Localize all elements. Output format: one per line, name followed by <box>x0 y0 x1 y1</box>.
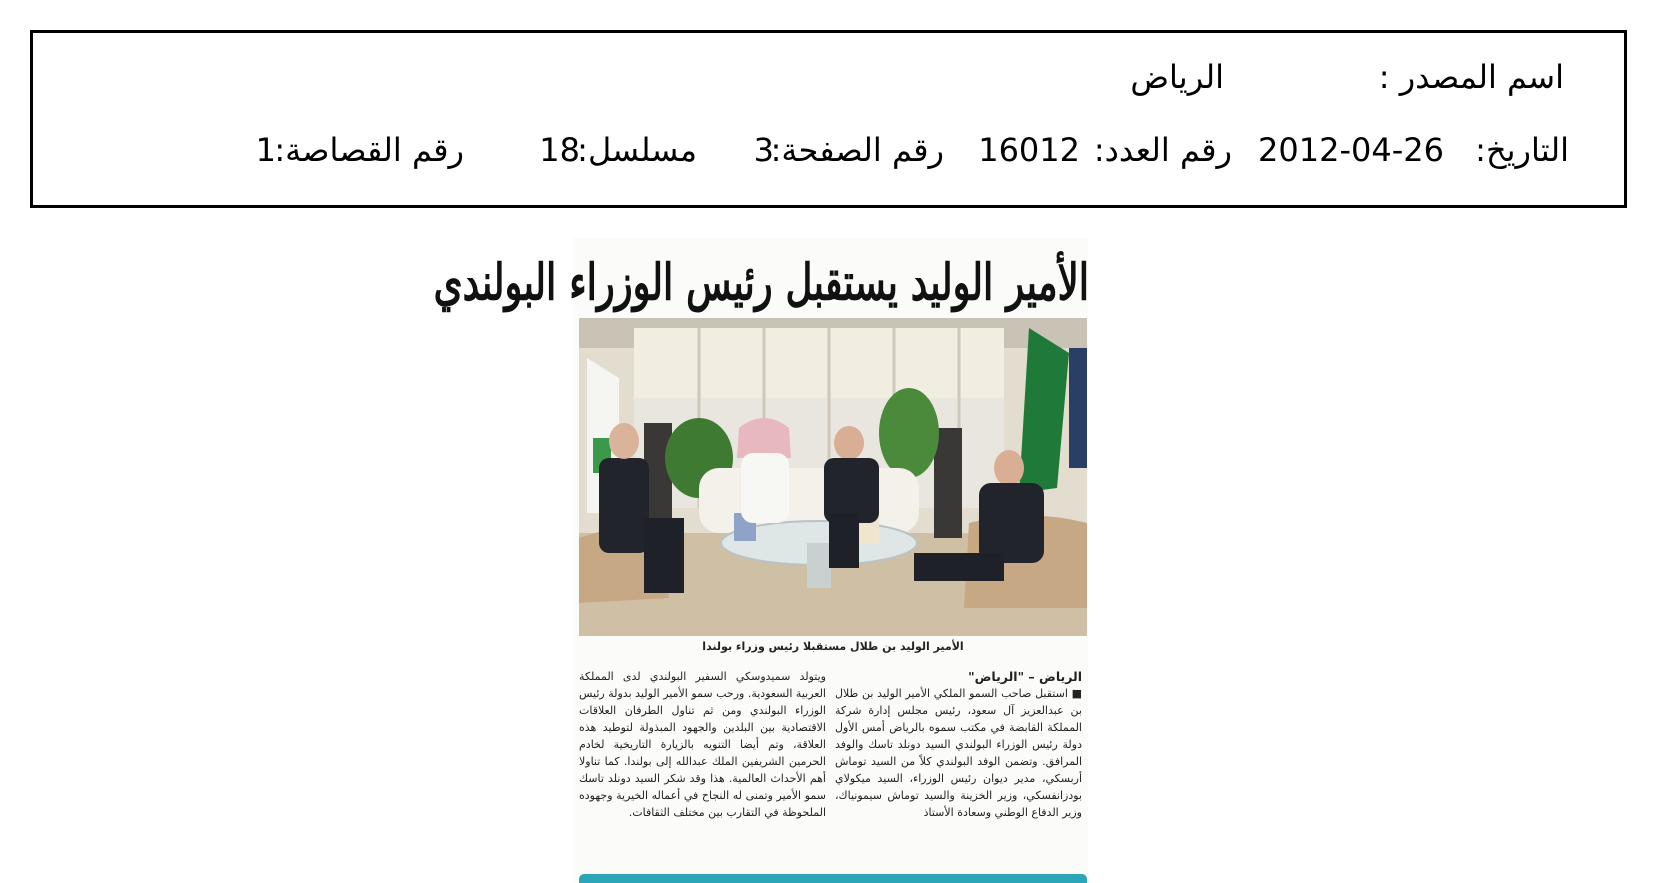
article-column-right <box>835 668 1082 821</box>
accent-bar <box>579 874 1087 883</box>
issue-value: 16012 <box>978 131 1080 169</box>
newspaper-clipping <box>433 238 1089 883</box>
article-byline: الرياض – "الرياض" <box>968 669 1082 684</box>
clip-label: رقم القصاصة: <box>274 131 464 169</box>
serial-value: 18 <box>539 131 580 169</box>
page-value: 3 <box>753 131 774 169</box>
source-value: الرياض <box>1130 58 1224 96</box>
issue-label: رقم العدد: <box>1093 131 1232 169</box>
clip-value: 1 <box>255 131 276 169</box>
date-value: 2012-04-26 <box>1258 131 1444 169</box>
page-label: رقم الصفحة: <box>770 131 944 169</box>
photo-caption: الأمير الوليد بن طلال مستقبلا رئيس وزراء بولندا <box>702 640 964 653</box>
clipping-info-box <box>30 30 1627 208</box>
source-label: اسم المصدر : <box>1378 58 1564 96</box>
article-photo <box>579 318 1087 636</box>
serial-label: مسلسل: <box>577 131 697 169</box>
date-label: التاريخ: <box>1475 131 1569 169</box>
article-column-left: ويتولد سميدوسكي السفير البولندي لدى المملكة العربية السعودية. ورحب سمو الأمير الوليد بدولة رئيس الوزراء البولندي ومن ثم تناول الطرفان العلاقات الاقتصادية بين البلدين والجهود المبذولة لتوطيد هذه العلاقة، وتم أيضا التنويه بالزيارة التاريخية لخادم الحرمين الشريفين الملك عبدالله إلى بولندا. كما تناولا أهم الأحداث العالمية. هذا وقد شكر السيد دونلد تاسك سمو الأمير وتمنى له النجاح في أعماله الخيرية وجهوده الملحوظة في التقارب بين مختلف الثقافات. <box>579 670 826 819</box>
article-body-right: ■ استقبل صاحب السمو الملكي الأمير الوليد بن طلال بن عبدالعزيز آل سعود، رئيس مجلس إدارة شركة المملكة القابضة في مكتب سموه بالرياض أمس الأول دولة رئيس الوزراء البولندي السيد دونلد تاسك والوفد المرافق. وتضمن الوفد البولندي كلاً من السيد توماش أربسكي، مدير ديوان رئيس الوزراء، السيد ميكولاي بودزانفسكي، وزير الخزينة والسيد توماش سيمونياك، وزير الدفاع الوطني وسعادة الأستاذ <box>835 687 1082 819</box>
article-headline: الأمير الوليد يستقبل رئيس الوزراء البولندي <box>433 252 1089 312</box>
